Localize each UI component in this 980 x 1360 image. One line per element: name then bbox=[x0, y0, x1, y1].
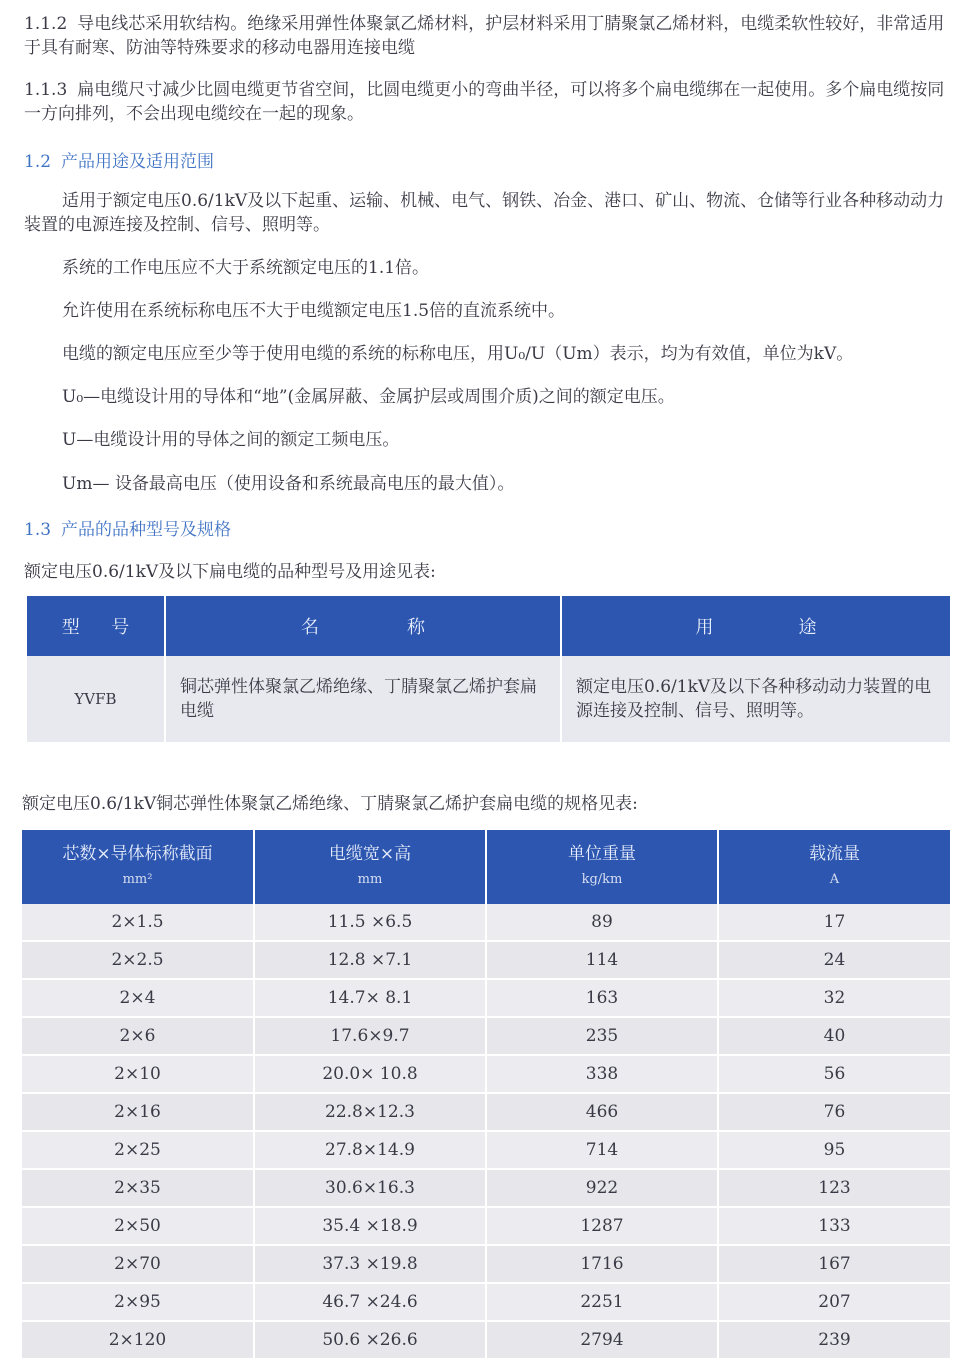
cell-width-height: 12.8 ×7.1 bbox=[254, 941, 486, 979]
cell-width-height: 17.6×9.7 bbox=[254, 1017, 486, 1055]
cell-cores-section: 2×25 bbox=[22, 1131, 254, 1169]
cell-width-height: 14.7× 8.1 bbox=[254, 979, 486, 1017]
model-table-header bbox=[27, 596, 950, 656]
model-table bbox=[27, 596, 950, 742]
cell-width-height: 20.0× 10.8 bbox=[254, 1055, 486, 1093]
paragraph-dc-system: 允许使用在系统标称电压不大于电缆额定电压1.5倍的直流系统中。 bbox=[62, 301, 566, 321]
cell-unit-weight: 2251 bbox=[486, 1283, 718, 1321]
spec-table-header bbox=[22, 830, 950, 904]
cell-unit-weight: 89 bbox=[486, 904, 718, 941]
heading-1-3 bbox=[24, 515, 231, 540]
heading-number: 1.3 bbox=[24, 520, 52, 540]
cell-unit-weight: 235 bbox=[486, 1017, 718, 1055]
cell-current-capacity: 133 bbox=[718, 1207, 950, 1245]
section-text: 扁电缆尺寸减少比圆电缆更节省空间，比圆电缆更小的弯曲半径，可以将多个扁电缆绑在一起使用。多个扁电缆按同一方向排列，不会出现电缆绞在一起的现象。 bbox=[24, 80, 945, 124]
table-row bbox=[22, 1055, 950, 1093]
cell-current-capacity: 167 bbox=[718, 1245, 950, 1283]
header-model: 型 号 bbox=[27, 596, 165, 656]
header-width-height: 电缆宽×高 mm bbox=[254, 830, 486, 904]
cell-width-height: 37.3 ×19.8 bbox=[254, 1245, 486, 1283]
section-1-1-2 bbox=[24, 12, 954, 60]
cell-width-height: 30.6×16.3 bbox=[254, 1169, 486, 1207]
section-text: 导电线芯采用软结构。绝缘采用弹性体聚氯乙烯材料，护层材料采用丁腈聚氯乙烯材料，电缆柔软性较好，非常适用于具有耐寒、防油等特殊要求的移动电器用连接电缆 bbox=[24, 14, 945, 58]
cell-width-height: 11.5 ×6.5 bbox=[254, 904, 486, 941]
cell-unit-weight: 163 bbox=[486, 979, 718, 1017]
table-row bbox=[22, 1283, 950, 1321]
cell-width-height: 27.8×14.9 bbox=[254, 1131, 486, 1169]
cell-current-capacity: 239 bbox=[718, 1321, 950, 1359]
cell-cores-section: 2×120 bbox=[22, 1321, 254, 1359]
paragraph-scope: 适用于额定电压0.6/1kV及以下起重、运输、机械、电气、钢铁、冶金、港口、矿山、物流、仓储等行业各种移动动力装置的电源连接及控制、信号、照明等。 bbox=[24, 191, 945, 235]
cell-cores-section: 2×2.5 bbox=[22, 941, 254, 979]
paragraph-working-voltage: 系统的工作电压应不大于系统额定电压的1.1倍。 bbox=[62, 258, 430, 278]
table-row bbox=[22, 1321, 950, 1359]
cell-use: 额定电压0.6/1kV及以下各种移动动力装置的电源连接及控制、信号、照明等。 bbox=[561, 656, 950, 742]
cell-cores-section: 2×70 bbox=[22, 1245, 254, 1283]
cell-unit-weight: 1716 bbox=[486, 1245, 718, 1283]
cell-unit-weight: 1287 bbox=[486, 1207, 718, 1245]
table-row bbox=[22, 904, 950, 941]
table-row bbox=[22, 1131, 950, 1169]
table-row bbox=[22, 1093, 950, 1131]
paragraph-u0-definition: U₀—电缆设计用的导体和“地”(金属屏蔽、金属护层或周围介质)之间的额定电压。 bbox=[62, 387, 675, 407]
table-row bbox=[22, 1207, 950, 1245]
table-row bbox=[22, 979, 950, 1017]
cell-cores-section: 2×6 bbox=[22, 1017, 254, 1055]
cell-current-capacity: 56 bbox=[718, 1055, 950, 1093]
table-row bbox=[22, 1245, 950, 1283]
cell-cores-section: 2×1.5 bbox=[22, 904, 254, 941]
cell-name: 铜芯弹性体聚氯乙烯绝缘、丁腈聚氯乙烯护套扁电缆 bbox=[165, 656, 561, 742]
cell-current-capacity: 40 bbox=[718, 1017, 950, 1055]
section-number: 1.1.2 bbox=[24, 14, 68, 34]
cell-current-capacity: 123 bbox=[718, 1169, 950, 1207]
cell-cores-section: 2×50 bbox=[22, 1207, 254, 1245]
cell-unit-weight: 922 bbox=[486, 1169, 718, 1207]
cell-unit-weight: 714 bbox=[486, 1131, 718, 1169]
cell-width-height: 35.4 ×18.9 bbox=[254, 1207, 486, 1245]
cell-unit-weight: 466 bbox=[486, 1093, 718, 1131]
table-row bbox=[27, 656, 950, 742]
cell-unit-weight: 338 bbox=[486, 1055, 718, 1093]
cell-current-capacity: 17 bbox=[718, 904, 950, 941]
table2-intro: 额定电压0.6/1kV铜芯弹性体聚氯乙烯绝缘、丁腈聚氯乙烯护套扁电缆的规格见表: bbox=[22, 794, 638, 814]
cell-current-capacity: 76 bbox=[718, 1093, 950, 1131]
paragraph-um-definition: Um— 设备最高电压（使用设备和系统最高电压的最大值）。 bbox=[62, 474, 515, 494]
table-row bbox=[22, 1017, 950, 1055]
cell-cores-section: 2×95 bbox=[22, 1283, 254, 1321]
cell-cores-section: 2×35 bbox=[22, 1169, 254, 1207]
cell-unit-weight: 2794 bbox=[486, 1321, 718, 1359]
table-row bbox=[22, 941, 950, 979]
heading-title: 产品的品种型号及规格 bbox=[61, 520, 232, 540]
header-unit-weight: 单位重量 kg/km bbox=[486, 830, 718, 904]
table1-intro: 额定电压0.6/1kV及以下扁电缆的品种型号及用途见表: bbox=[24, 562, 436, 582]
heading-number: 1.2 bbox=[24, 152, 52, 172]
cell-current-capacity: 207 bbox=[718, 1283, 950, 1321]
heading-title: 产品用途及适用范围 bbox=[61, 152, 215, 172]
cell-current-capacity: 32 bbox=[718, 979, 950, 1017]
table-row bbox=[22, 1169, 950, 1207]
section-1-1-3 bbox=[24, 78, 954, 126]
header-cores-section: 芯数×导体标称截面 mm² bbox=[22, 830, 254, 904]
spec-table-body bbox=[22, 904, 950, 1359]
cell-current-capacity: 24 bbox=[718, 941, 950, 979]
cell-cores-section: 2×16 bbox=[22, 1093, 254, 1131]
cell-cores-section: 2×10 bbox=[22, 1055, 254, 1093]
cell-width-height: 46.7 ×24.6 bbox=[254, 1283, 486, 1321]
cell-current-capacity: 95 bbox=[718, 1131, 950, 1169]
header-current-capacity: 载流量 A bbox=[718, 830, 950, 904]
heading-1-2 bbox=[24, 147, 214, 172]
cell-width-height: 50.6 ×26.6 bbox=[254, 1321, 486, 1359]
cell-width-height: 22.8×12.3 bbox=[254, 1093, 486, 1131]
paragraph-u-definition: U—电缆设计用的导体之间的额定工频电压。 bbox=[62, 430, 400, 450]
paragraph-rated-voltage: 电缆的额定电压应至少等于使用电缆的系统的标称电压，用U₀/U（Um）表示，均为有效值，单位为kV。 bbox=[62, 344, 854, 364]
cell-model: YVFB bbox=[27, 656, 165, 742]
header-name: 名 称 bbox=[165, 596, 561, 656]
header-use: 用 途 bbox=[561, 596, 950, 656]
spec-table bbox=[22, 830, 950, 1360]
cell-unit-weight: 114 bbox=[486, 941, 718, 979]
cell-cores-section: 2×4 bbox=[22, 979, 254, 1017]
section-number: 1.1.3 bbox=[24, 80, 68, 100]
